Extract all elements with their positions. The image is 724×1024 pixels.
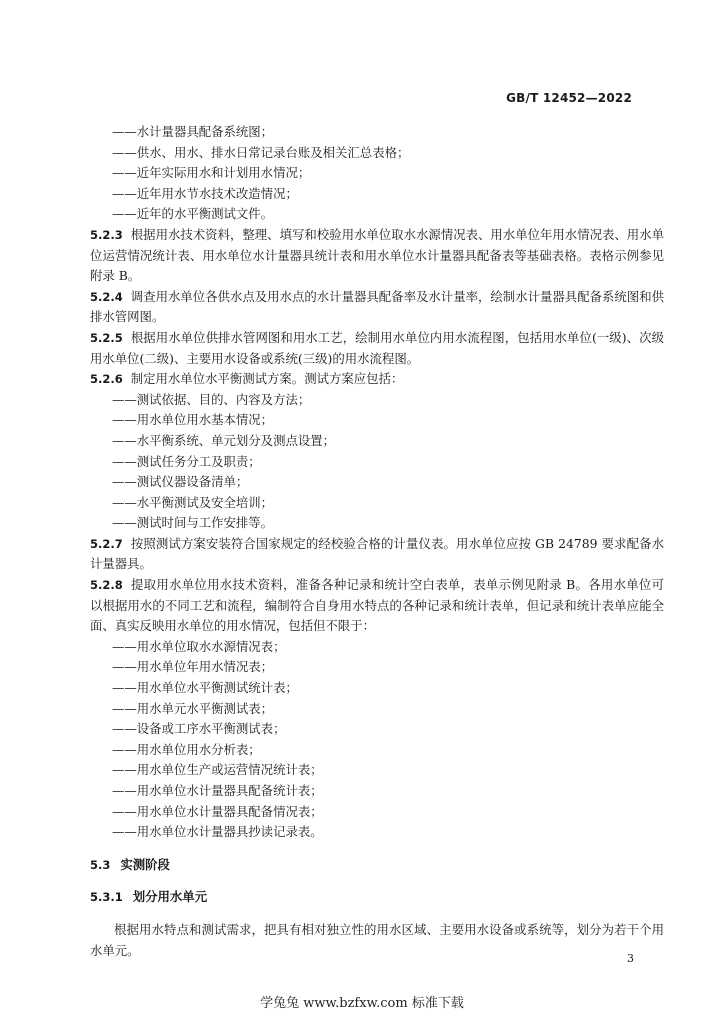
list-item: ——用水单位水平衡测试统计表；: [112, 680, 298, 696]
section-title: 划分用水单元: [132, 889, 208, 905]
list-item: ——近年用水节水技术改造情况；: [112, 185, 298, 201]
list-item: ——测试仪器设备清单；: [112, 474, 249, 490]
list-item: ——水计量器具配备系统图；: [112, 124, 274, 139]
clause-number: 5.2.5: [90, 330, 123, 345]
clause-number: 5.2.3: [90, 227, 123, 242]
list-item: ——测试任务分工及职责；: [112, 453, 261, 469]
clause-text: 调查用水单位各供水点及用水点的水计量器具配备率及水计量率，绘制水计量器具配备系统图和供排水管网图。: [90, 288, 664, 325]
clause-number: 5.2.6: [90, 372, 123, 387]
list-item: ——测试依据、目的、内容及方法；: [112, 391, 311, 407]
clause-text: 按照测试方案安装符合国家规定的经校验合格的计量仪表。用水单位应按 GB 24789 要求配备水计量器具。: [90, 535, 664, 572]
list-item: ——近年的水平衡测试文件。: [112, 206, 274, 222]
clause-text: 制定用水单位水平衡测试方案。测试方案应包括：: [130, 371, 404, 387]
standard-number: GB/T 12452—2022: [506, 91, 632, 105]
list-item: ——供水、用水、排水日常记录台账及相关汇总表格；: [112, 144, 410, 160]
list-item: ——用水单位水计量器具配备情况表；: [112, 803, 323, 819]
list-item: ——用水单位用水基本情况；: [112, 412, 274, 428]
list-item: ——水平衡系统、单元划分及测点设置；: [112, 432, 336, 448]
clause-text: 根据用水技术资料，整理、填写和校验用水单位取水水源情况表、用水单位年用水情况表、用水单位运营情况统计表、用水单位水计量器具统计表和用水单位水计量器具配备表等基础表格。表格示例参见附录 B。: [90, 226, 664, 284]
test-plan-list: [90, 390, 664, 534]
section-heading-5-3: [90, 855, 664, 876]
list-item: ——近年实际用水和计划用水情况；: [112, 165, 311, 181]
page-content: [90, 122, 664, 961]
list-item: ——用水单位水计量器具配备统计表；: [112, 783, 323, 798]
clause-text: 根据用水单位供排水管网图和用水工艺，绘制用水单位内用水流程图，包括用水单位(一级)、次级用水单位(二级)、主要用水设备或系统(三级)的用水流程图。: [90, 329, 664, 366]
clause-number: 5.2.4: [90, 289, 123, 304]
list-item: ——用水单位取水水源情况表；: [112, 638, 286, 654]
list-item: ——水平衡测试及安全培训；: [112, 494, 274, 510]
record-forms-list: [90, 637, 664, 843]
footer-watermark: 学兔兔 www.bzfxw.com 标准下载: [260, 996, 464, 1011]
section-number: 5.3.1: [90, 890, 123, 905]
clause-5-2-6: [90, 369, 664, 390]
section-number: 5.3: [90, 857, 111, 872]
clause-number: 5.2.7: [90, 536, 123, 551]
list-item: ——用水单位用水分析表；: [112, 741, 261, 757]
clause-5-2-8: [90, 575, 664, 637]
section-heading-5-3-1: [90, 887, 664, 908]
list-item: ——用水单位年用水情况表；: [112, 659, 274, 675]
clause-text: 提取用水单位用水技术资料，准备各种记录和统计空白表单，表单示例见附录 B。各用水单位可以根据用水的不同工艺和流程，编制符合自身用水特点的各种记录和统计表单，但记录和统计表单应能全面、真实反映用水单位的用水情况，包括但不限于：: [90, 577, 664, 634]
clause-5-2-5: [90, 328, 664, 369]
clause-5-2-7: [90, 534, 664, 575]
clause-number: 5.2.8: [90, 578, 123, 593]
list-item: ——用水单位水计量器具抄读记录表。: [112, 824, 323, 840]
list-item: ——用水单位生产或运营情况统计表；: [112, 762, 323, 778]
clause-5-3-1-body: 根据用水特点和测试需求，把具有相对独立性的用水区域、主要用水设备或系统等，划分为若干个用水单元。: [90, 921, 664, 958]
page-number: 3: [627, 952, 634, 965]
clause-5-2-4: [90, 287, 664, 328]
list-item: ——测试时间与工作安排等。: [112, 515, 274, 531]
section-title: 实测阶段: [120, 856, 170, 872]
list-item: ——设备或工序水平衡测试表；: [112, 721, 286, 737]
top-list: [90, 122, 664, 225]
clause-5-2-3: [90, 225, 664, 287]
list-item: ——用水单元水平衡测试表；: [112, 700, 274, 716]
